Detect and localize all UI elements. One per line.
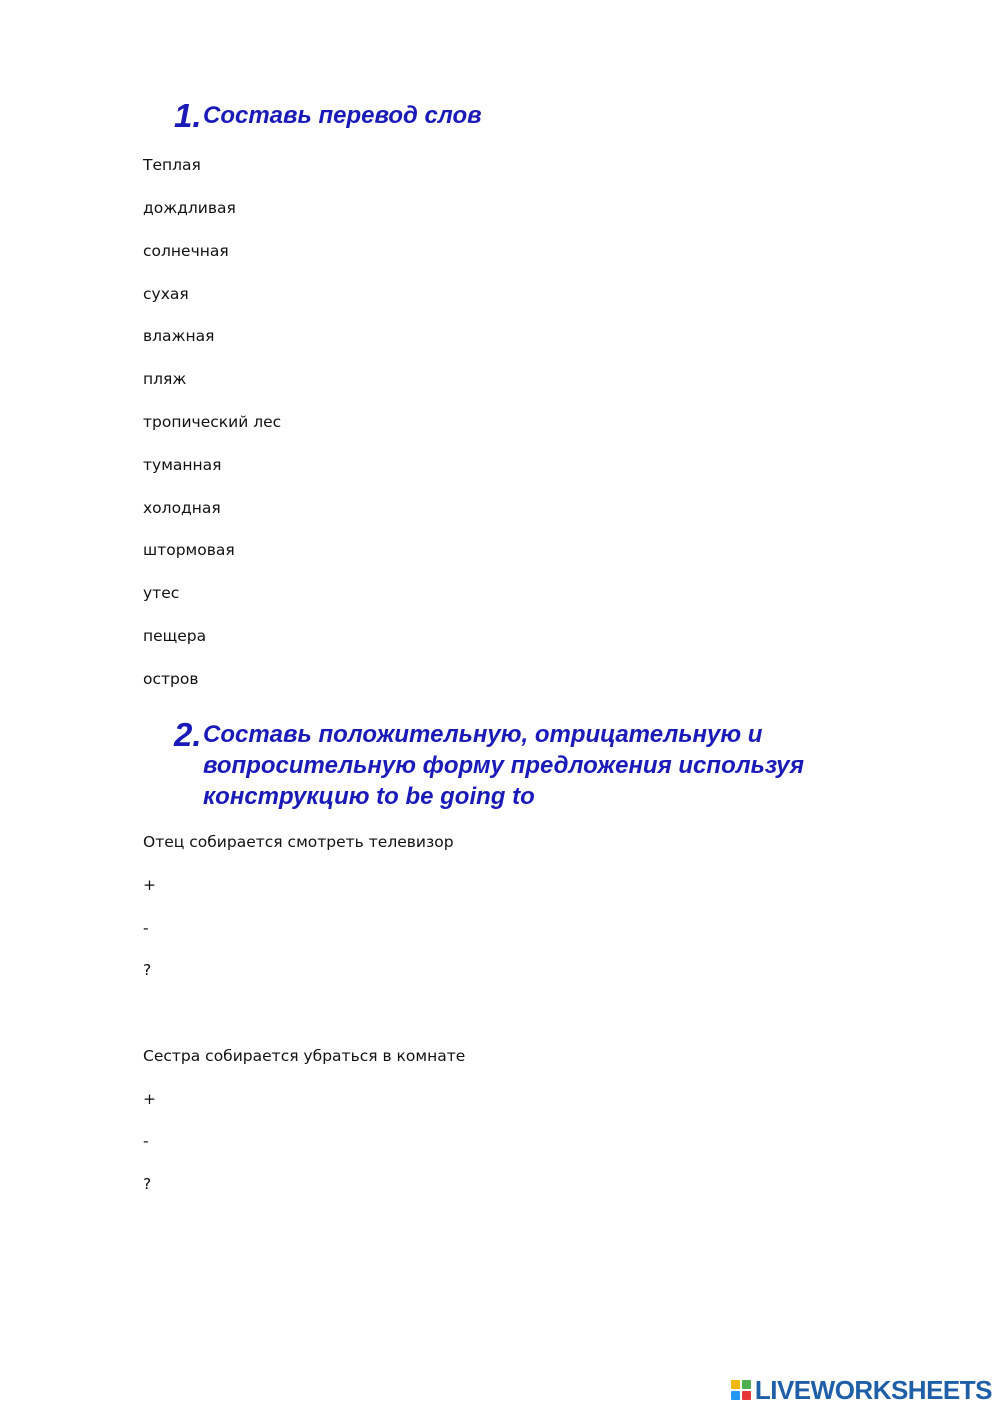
word-item: влажная bbox=[143, 327, 215, 345]
answer-question[interactable]: ? bbox=[143, 1175, 152, 1193]
task2-number: 2. bbox=[174, 716, 202, 753]
task1-title: Составь перевод слов bbox=[203, 102, 482, 129]
logo-square bbox=[731, 1380, 740, 1389]
word-item: туманная bbox=[143, 456, 222, 474]
answer-question[interactable]: ? bbox=[143, 961, 152, 979]
answer-negative[interactable]: - bbox=[143, 919, 149, 937]
word-item: утес bbox=[143, 584, 180, 602]
answer-positive[interactable]: + bbox=[143, 876, 156, 894]
task1-heading bbox=[174, 97, 843, 134]
word-item: пещера bbox=[143, 627, 207, 645]
logo-mark-icon bbox=[731, 1380, 751, 1400]
answer-negative[interactable]: - bbox=[143, 1132, 149, 1150]
task2-title: Составь положительную, отрицательную и вопросительную форму предложения используя конструкцию to be going to bbox=[203, 721, 805, 810]
logo-square bbox=[731, 1391, 740, 1400]
word-item: остров bbox=[143, 670, 199, 688]
word-item: Теплая bbox=[143, 156, 201, 174]
sentence-prompt: Отец собирается смотреть телевизор bbox=[143, 833, 454, 851]
logo-square bbox=[742, 1391, 751, 1400]
sentence-prompt: Сестра собирается убраться в комнате bbox=[143, 1047, 466, 1065]
logo-square bbox=[742, 1380, 751, 1389]
word-item: солнечная bbox=[143, 242, 229, 260]
answer-positive[interactable]: + bbox=[143, 1090, 156, 1108]
word-item: штормовая bbox=[143, 541, 235, 559]
task2-heading bbox=[174, 716, 843, 812]
logo-text: LIVEWORKSHEETS bbox=[754, 1375, 992, 1405]
word-item: холодная bbox=[143, 499, 221, 517]
task1-number: 1. bbox=[174, 97, 202, 134]
word-item: сухая bbox=[143, 285, 189, 303]
word-item: дождливая bbox=[143, 199, 236, 217]
word-item: пляж bbox=[143, 370, 187, 388]
word-item: тропический лес bbox=[143, 413, 282, 431]
liveworksheets-logo bbox=[731, 1375, 992, 1405]
